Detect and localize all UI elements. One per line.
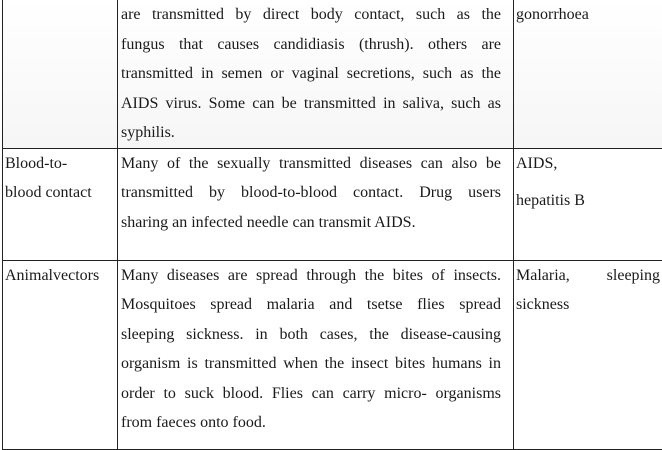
examples-cell: [514, 260, 662, 449]
description-line: syphilis.: [121, 124, 175, 141]
example-line: sickness: [516, 296, 570, 313]
description-line: are transmitted by direct body contact, such as the: [121, 6, 501, 23]
description-line: fungus that causes candidiasis (thrush). others are: [121, 35, 501, 53]
description-line: from faeces onto food.: [121, 414, 266, 431]
table-row: [3, 0, 662, 148]
examples-cell: [514, 0, 662, 148]
route-line: blood contact: [5, 184, 92, 201]
table-row: [3, 260, 662, 449]
description-cell: [118, 0, 514, 148]
route-cell: [3, 148, 118, 260]
description-line: order to suck blood. Flies can carry micro- organisms: [121, 384, 501, 402]
example-line: gonorrhoea: [516, 6, 589, 23]
route-cell: [3, 0, 118, 148]
disease-transmission-table: [2, 0, 662, 450]
route-cell: [3, 260, 118, 449]
example-line: hepatitis B: [516, 192, 585, 209]
description-line: sharing an infected needle can transmit AIDS.: [121, 213, 416, 231]
description-line: AIDS virus. Some can be transmitted in saliva, such as: [121, 94, 501, 112]
description-line: transmitted in semen or vaginal secretions, such as the: [121, 65, 501, 82]
description-line: transmitted by blood-to-blood contact. Drug users: [121, 184, 501, 201]
route-line: Animalvectors: [5, 266, 100, 284]
description-cell: [118, 148, 514, 260]
examples-cell: [514, 148, 662, 260]
description-line: Many of the sexually transmitted diseases can also be: [121, 154, 501, 172]
description-line: organism is transmitted when the insect bites humans in: [121, 355, 501, 372]
route-line: Blood-to-: [5, 154, 68, 172]
example-line: Malaria, sleeping: [516, 266, 660, 284]
description-line: sleeping sickness. in both cases, the disease-causing: [121, 325, 501, 343]
description-cell: [118, 260, 514, 449]
example-line: AIDS,: [516, 154, 558, 172]
table-row: [3, 148, 662, 260]
description-line: Many diseases are spread through the bites of insects.: [121, 266, 501, 284]
description-line: Mosquitoes spread malaria and tsetse flies spread: [121, 296, 501, 313]
line-gap: [516, 178, 660, 186]
